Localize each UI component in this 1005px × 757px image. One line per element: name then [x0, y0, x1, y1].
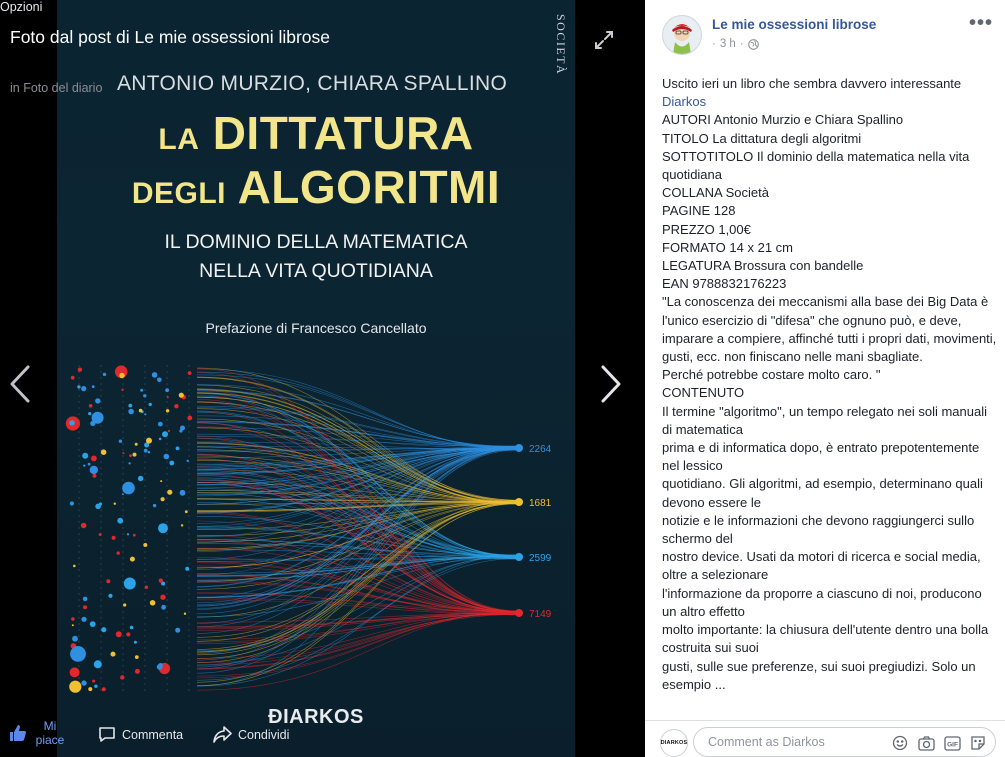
cover-curves	[197, 368, 519, 690]
cover-dot	[128, 404, 132, 408]
cover-dot	[72, 624, 74, 626]
sticker-icon[interactable]	[969, 734, 987, 752]
fullscreen-expand-icon[interactable]	[594, 30, 614, 55]
cover-subtitle-line2: NELLA VITA QUOTIDIANA	[199, 260, 433, 282]
post-text-line: PREZZO 1,00€	[662, 221, 751, 237]
cover-dot	[70, 646, 86, 662]
cover-dot	[150, 600, 156, 606]
cover-dot	[83, 605, 87, 609]
cover-dot	[124, 578, 136, 590]
cover-dot	[174, 404, 178, 408]
cover-publisher-logo: ÐIARKOS	[268, 706, 364, 728]
cover-dot	[117, 551, 120, 554]
cover-dot	[169, 461, 174, 466]
cover-dot	[134, 641, 137, 644]
cover-dot	[158, 523, 168, 533]
cover-dot	[122, 482, 135, 495]
cover-dot	[179, 393, 184, 398]
cover-dot	[120, 675, 124, 679]
cover-target-node	[515, 444, 523, 452]
cover-dot	[135, 443, 138, 446]
cover-dot	[161, 605, 166, 610]
post-text-line: AUTORI Antonio Murzio e Chiara Spallino	[662, 112, 904, 128]
cover-dot	[143, 543, 147, 547]
post-text-line: gusti, sulle sue preferenze, sui suoi pregiudizi. Solo un esempio ...	[662, 658, 980, 692]
cover-dot	[114, 503, 116, 505]
cover-dot	[108, 594, 112, 598]
gif-icon[interactable]	[943, 734, 961, 752]
cover-target-label: 2264	[529, 444, 552, 455]
cover-dot	[70, 667, 80, 677]
cover-dot	[81, 680, 86, 685]
cover-dot	[187, 460, 189, 462]
options-button[interactable]: Opzioni	[0, 0, 43, 14]
cover-dot	[116, 631, 122, 637]
post-text-line: Uscito ieri un libro che sembra davvero interessante	[662, 76, 962, 91]
post-text-line: molto importante: la chiusura dell'utente dentro una bolla costruita sui suoi	[662, 622, 992, 656]
post-text-line: COLLANA Società	[662, 185, 769, 201]
camera-icon[interactable]	[917, 734, 935, 752]
post-panel	[645, 0, 1005, 757]
comment-input-box[interactable]	[693, 727, 996, 757]
post-text-line: "La conoscenza dei meccanismi alla base dei Big Data è	[662, 294, 989, 310]
cover-dot	[175, 628, 180, 633]
cover-dot	[128, 409, 134, 415]
post-text-line: SOTTOTITOLO Il dominio della matematica nella vita quotidiana	[662, 148, 973, 183]
cover-dot	[153, 504, 156, 507]
cover-dot	[77, 385, 80, 388]
cover-dot	[121, 389, 123, 391]
cover-dot	[69, 420, 74, 425]
cover-subtitle	[57, 228, 575, 286]
cover-dot	[88, 463, 91, 466]
cover-dot	[185, 567, 189, 571]
cover-dot	[168, 430, 170, 432]
cover-title-small-2: DEGLI	[131, 177, 226, 210]
cover-dot	[92, 680, 95, 683]
page-avatar[interactable]	[662, 15, 702, 55]
post-text-line: FORMATO 14 x 21 cm	[662, 239, 793, 255]
cover-dot	[119, 440, 122, 443]
cover-dot	[119, 373, 124, 378]
cover-dot	[106, 579, 110, 583]
cover-dot	[101, 627, 106, 632]
cover-dot	[88, 412, 91, 415]
post-text-line: l'informazione da proporre a ciascuno di noi, producono un altro effetto	[662, 585, 986, 619]
globe-public-icon[interactable]	[748, 39, 759, 50]
cover-dot	[179, 429, 182, 432]
comment-bubble-icon	[98, 726, 116, 743]
cover-target-label: 1681	[529, 498, 552, 509]
cover-dot	[127, 533, 129, 535]
cover-title-line2	[57, 160, 575, 221]
cover-dot	[69, 681, 81, 693]
cover-dot	[144, 413, 146, 415]
cover-title-line1	[57, 106, 575, 167]
cover-target-node	[515, 498, 523, 506]
cover-dot	[188, 371, 192, 375]
cover-dot	[99, 533, 102, 536]
post-timestamp[interactable]: 3 h	[719, 38, 736, 50]
comment-composer	[645, 720, 1005, 757]
cover-dot	[81, 523, 87, 529]
cover-dot	[161, 497, 165, 501]
cover-dot	[145, 586, 148, 589]
cover-target-node	[515, 609, 523, 617]
cover-dot	[139, 409, 143, 413]
cover-dot	[129, 454, 132, 457]
cover-dot	[160, 480, 162, 482]
cover-series: SOCIETÀ	[554, 14, 568, 76]
share-arrow-icon	[213, 726, 232, 743]
cover-dot	[152, 372, 158, 378]
cover-title-big-1: DITTATURA	[212, 107, 474, 159]
cover-dot	[71, 617, 75, 621]
post-text-line: quotidiano. Gli algoritmi, ad esempio, determinano quali devono essere le	[662, 476, 987, 510]
cover-dot	[181, 524, 183, 526]
share-label: Condividi	[238, 727, 290, 742]
cover-network-graphic	[57, 360, 575, 705]
cover-dot	[149, 403, 152, 406]
cover-dot	[122, 493, 124, 495]
cover-dot	[73, 565, 76, 568]
cover-dot	[91, 456, 97, 462]
cover-dot	[102, 687, 106, 691]
cover-dot	[130, 626, 134, 630]
cover-dot	[158, 422, 163, 427]
post-text-line: l'unico esercizio di "difesa" che ognuno può, e deve, imparare a compiere, affinché tutti i propri dati, movimenti, gusti, ecc. non finiscano nelle mani sbagliate.	[662, 312, 1000, 365]
cover-target-node	[515, 553, 523, 561]
photo-album-link[interactable]: in Foto del diario	[10, 81, 103, 95]
cover-dot	[135, 669, 140, 674]
cover-dot	[99, 502, 102, 505]
post-text-line: CONTENUTO	[662, 385, 745, 401]
cover-dot	[143, 394, 146, 397]
cover-dot	[78, 368, 82, 372]
like-button[interactable]	[9, 719, 67, 747]
cover-dot	[167, 396, 169, 398]
comment-input[interactable]	[706, 734, 870, 750]
comment-label: Commenta	[122, 727, 184, 742]
cover-authors: ANTONIO MURZIO, CHIARA SPALLINO	[117, 72, 508, 95]
post-text-line: Il termine "algoritmo", un tempo relegato nei soli manuali di matematica	[662, 403, 991, 437]
cover-dot	[83, 597, 88, 602]
cover-title-big-2: ALGORITMI	[237, 161, 501, 213]
cover-dot	[165, 388, 169, 392]
cover-title-small-1: LA	[158, 123, 200, 156]
cover-dot	[94, 685, 97, 688]
cover-dot	[180, 490, 186, 496]
book-cover-image	[57, 0, 575, 757]
cover-dot	[126, 632, 130, 636]
cover-dot	[70, 501, 74, 505]
cover-dot	[133, 534, 136, 537]
cover-dot	[82, 453, 88, 459]
cover-dot	[176, 447, 180, 451]
cover-dot	[138, 476, 143, 481]
previous-photo-arrow-icon[interactable]	[8, 364, 32, 409]
cover-dot	[166, 409, 169, 412]
cover-dot	[83, 465, 85, 467]
cover-dot	[164, 454, 170, 460]
svg-text:GIF: GIF	[946, 741, 958, 748]
cover-dot	[72, 636, 78, 642]
post-text-line: TITOLO La dittatura degli algoritmi	[662, 130, 862, 146]
next-photo-arrow-icon[interactable]	[599, 364, 623, 409]
thumbs-up-icon	[9, 724, 27, 742]
post-text-line: prima e di informatica dopo, è entrato prepotentemente nel lessico	[662, 440, 983, 474]
cover-dot	[95, 398, 100, 403]
cover-dot	[101, 449, 107, 455]
cover-dot	[159, 438, 162, 441]
cover-dot	[187, 416, 192, 421]
cover-dot	[146, 438, 152, 444]
post-text	[662, 75, 1000, 694]
cover-dot	[90, 621, 96, 627]
cover-dot	[111, 652, 116, 657]
cover-target-label: 2599	[529, 553, 552, 564]
cover-dot	[158, 663, 163, 668]
publisher-link[interactable]: Diarkos	[662, 94, 707, 110]
post-text-line: EAN 9788832176223	[662, 276, 787, 292]
cover-dot	[103, 373, 106, 376]
cover-dot	[122, 452, 124, 454]
cover-dot	[93, 474, 97, 478]
post-text-line: nostro device. Usati da motori di ricerca e social media, oltre a selezionare	[662, 549, 985, 583]
more-options-icon[interactable]: •••	[969, 12, 994, 34]
cover-dot	[88, 687, 92, 691]
photo-title: Foto dal post di Le mie ossessioni librose	[10, 27, 331, 47]
post-text-line: notizie e le informazioni che devono raggiungerci sullo schermo del	[662, 512, 978, 547]
cover-dot	[112, 536, 116, 540]
post-text-line: Perché potrebbe costare molto caro. "	[662, 367, 881, 383]
cover-dot	[157, 378, 162, 383]
cover-subtitle-line1: IL DOMINIO DELLA MATEMATICA	[164, 231, 468, 253]
cover-dot	[81, 617, 86, 622]
comment-button[interactable]	[98, 726, 183, 743]
cover-dot	[129, 462, 131, 464]
cover-dot	[167, 490, 172, 495]
like-label: Mi piace	[35, 719, 65, 747]
cover-dot	[184, 613, 186, 615]
cover-dot	[94, 660, 102, 668]
cover-dot	[90, 421, 95, 426]
cover-dot	[148, 451, 150, 453]
page-name-link[interactable]: Le mie ossessioni librose	[712, 17, 877, 32]
cover-dot	[160, 595, 165, 600]
cover-dot	[159, 579, 163, 583]
cover-dot	[185, 510, 188, 513]
cover-dot	[117, 518, 123, 524]
cover-dot	[144, 449, 148, 453]
cover-preface: Prefazione di Francesco Cancellato	[205, 320, 427, 336]
dot-separator: ·	[712, 38, 716, 50]
cover-dot	[90, 466, 98, 474]
post-text-line: LEGATURA Brossura con bandelle	[662, 258, 864, 274]
post-meta	[712, 38, 759, 50]
cover-dot	[130, 557, 135, 562]
comment-tools	[891, 734, 987, 752]
cover-dot	[140, 389, 143, 392]
cover-dot	[71, 376, 75, 380]
cover-dot	[81, 386, 86, 391]
cover-dot	[89, 404, 93, 408]
emoji-icon[interactable]	[891, 734, 909, 752]
cover-dot	[123, 603, 126, 606]
cover-dot	[162, 431, 168, 437]
cover-dot	[92, 385, 95, 388]
commenter-avatar: DIARKOS	[660, 729, 688, 757]
dot-separator-2: ·	[739, 38, 744, 50]
cover-dot	[133, 453, 137, 457]
cover-target-label: 7149	[529, 609, 552, 620]
cover-dot	[135, 655, 139, 659]
post-text-line: PAGINE 128	[662, 203, 736, 219]
share-button[interactable]	[213, 726, 289, 743]
